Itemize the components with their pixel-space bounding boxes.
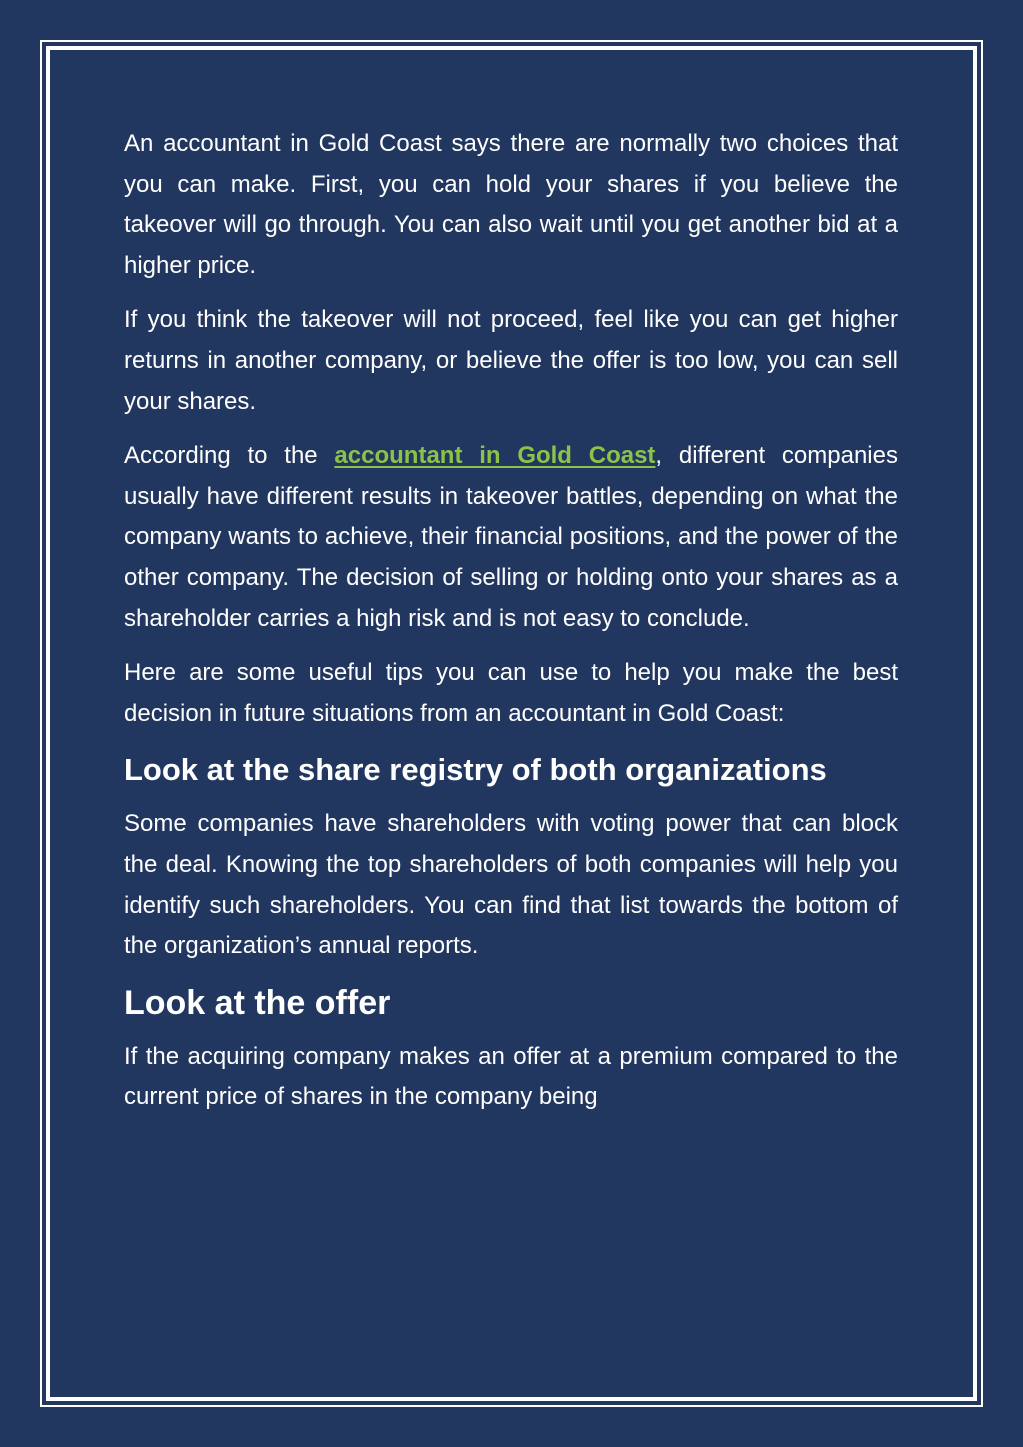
accountant-gold-coast-link[interactable]: accountant in Gold Coast — [334, 442, 656, 470]
document-body — [124, 124, 898, 1132]
paragraph-tips-intro: Here are some useful tips you can use to help you make the best decision in future situations from an accountant in Gold Coast: — [124, 659, 898, 727]
paragraph-sell-shares: If you think the takeover will not proceed, feel like you can get higher returns in another company, or believe the offer is too low, you can sell your shares. — [124, 306, 898, 415]
paragraph-according-rest: , different companies usually have different results in takeover battles, depending on what the company wants to achieve, their financial positions, and the power of the other company. The decision of selling or holding onto your shares as a shareholder carries a high risk and is not easy to conclude. — [124, 442, 898, 632]
heading-look-at-offer: Look at the offer — [124, 983, 391, 1022]
paragraph-according — [124, 436, 898, 639]
paragraph-according-start: According to the — [124, 442, 335, 470]
paragraph-shareholders: Some companies have shareholders with voting power that can block the deal. Knowing the top shareholders of both companies will help you identify such shareholders. You can find that list towards the bottom of the organization’s annual reports. — [124, 810, 898, 960]
heading-share-registry: Look at the share registry of both organizations — [124, 752, 827, 788]
paragraph-choices: An accountant in Gold Coast says there are normally two choices that you can make. First, you can hold your shares if you believe the takeover will go through. You can also wait until you get another bid at a higher price. — [124, 130, 898, 279]
paragraph-offer: If the acquiring company makes an offer at a premium compared to the current price of shares in the company being — [124, 1042, 898, 1111]
